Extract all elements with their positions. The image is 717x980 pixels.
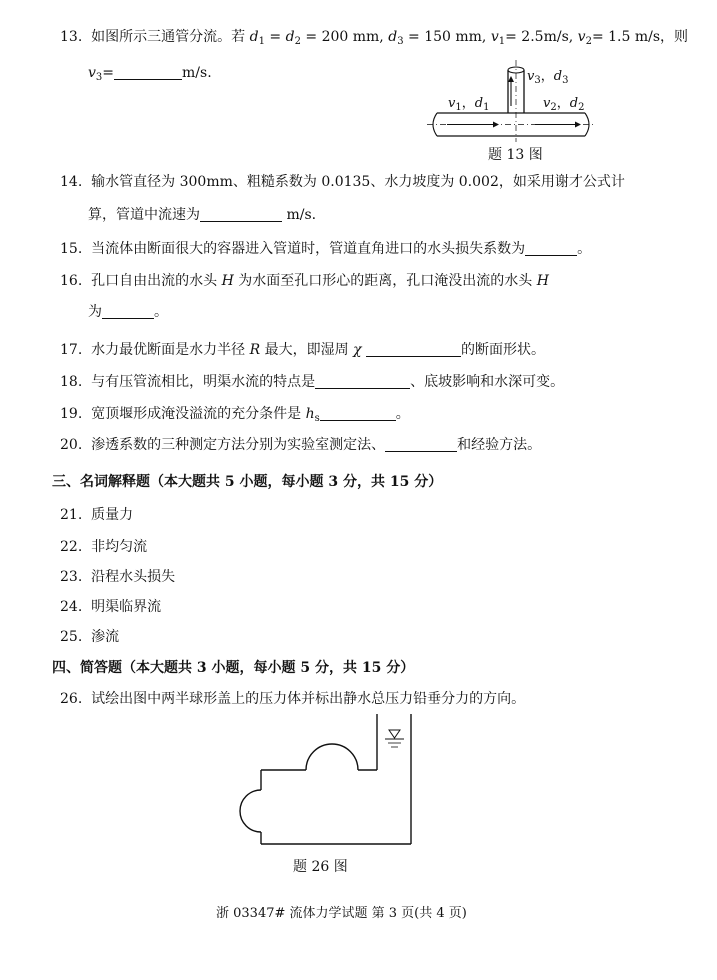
fig13-caption: 题 13 图 — [488, 147, 543, 163]
q14-blank[interactable] — [200, 207, 282, 222]
fig26-vessel-diagram — [230, 712, 420, 852]
q20-line: 20. 渗透系数的三种测定方法分别为实验室测定法、 和经验方法。 — [60, 437, 542, 453]
term-22: 22. 非均匀流 — [60, 539, 148, 555]
q16-blank[interactable] — [102, 304, 154, 319]
q14-line1: 14. 输水管直径为 300mm、粗糙系数为 0.0135、水力坡度为 0.002，如采用谢才公式计 — [60, 174, 625, 190]
q18-line: 18. 与有压管流相比，明渠水流的特点是 、底坡影响和水深可变。 — [60, 374, 565, 390]
fig13-label-top: $v_3$，$d_3$ — [527, 69, 569, 86]
q13-line2: $v_3= m/s$. — [88, 65, 212, 83]
fig26-caption: 题 26 图 — [293, 859, 348, 875]
q15-line: 15. 当流体由断面很大的容器进入管道时，管道直角进口的水头损失系数为 。 — [60, 241, 592, 257]
q15-blank[interactable] — [525, 241, 577, 256]
q13-blank[interactable] — [114, 65, 182, 80]
q14-line2: 算，管道中流速为 m/s. — [88, 207, 317, 223]
q20-blank[interactable] — [385, 437, 457, 452]
term-25: 25. 渗流 — [60, 629, 120, 645]
q19-line: 19. 宽顶堰形成淹没溢流的充分条件是 $h_s$ 。 — [60, 406, 410, 424]
q19-blank[interactable] — [320, 406, 396, 421]
q16-line1: 16. 孔口自由出流的水头 H 为水面至孔口形心的距离，孔口淹没出流的水头 H — [60, 273, 549, 289]
q13-line1: 13. 如图所示三通管分流。若 $d_1 = d_2 = 200$ mm, $d_3 = 150$ mm, $v_1= 2.5m/s$, $v_2= 1.5$ m/s，则 — [60, 29, 689, 47]
term-24: 24. 明渠临界流 — [60, 599, 162, 615]
q17-blank[interactable] — [366, 342, 461, 357]
q18-blank[interactable] — [315, 374, 410, 389]
section4-heading: 四、简答题（本大题共 3 小题，每小题 5 分，共 15 分） — [52, 660, 415, 676]
section3-heading: 三、名词解释题（本大题共 5 小题，每小题 3 分，共 15 分） — [52, 474, 443, 490]
q17-line: 17. 水力最优断面是水力半径 R 最大，即湿周 χ 的断面形状。 — [60, 342, 546, 358]
q26-line: 26. 试绘出图中两半球形盖上的压力体并标出静水总压力铅垂分力的方向。 — [60, 691, 526, 707]
term-23: 23. 沿程水头损失 — [60, 569, 176, 585]
term-21: 21. 质量力 — [60, 507, 134, 523]
page-footer: 浙 03347# 流体力学试题 第 3 页(共 4 页) — [216, 906, 467, 921]
fig13-label-right: $v_2$，$d_2$ — [543, 96, 585, 113]
q16-line2: 为 。 — [88, 304, 168, 320]
fig13-label-left: $v_1$，$d_1$ — [448, 96, 490, 113]
